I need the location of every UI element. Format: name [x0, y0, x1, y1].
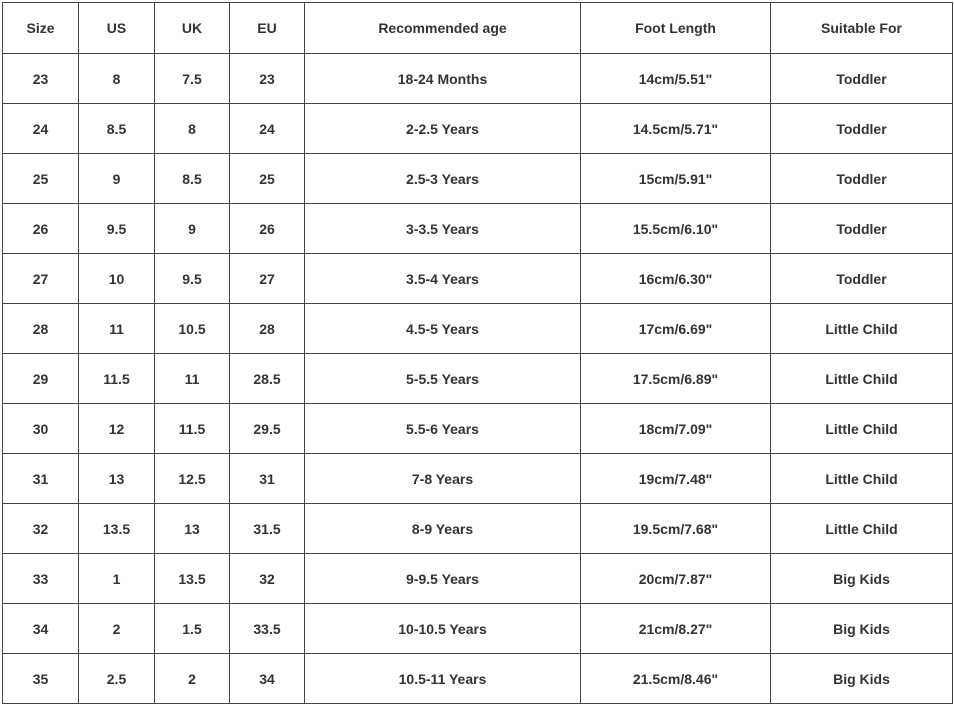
table-row [3, 354, 953, 404]
cell-size: 34 [3, 604, 79, 654]
cell-foot-length: 21.5cm/8.46" [581, 654, 771, 704]
size-chart-container [2, 2, 952, 704]
cell-recommended-age: 2.5-3 Years [305, 154, 581, 204]
cell-recommended-age: 10.5-11 Years [305, 654, 581, 704]
cell-size: 32 [3, 504, 79, 554]
cell-uk: 10.5 [155, 304, 230, 354]
header-size: Size [3, 3, 79, 54]
cell-us: 12 [79, 404, 155, 454]
cell-suitable-for: Big Kids [771, 554, 953, 604]
table-row [3, 254, 953, 304]
header-uk: UK [155, 3, 230, 54]
cell-suitable-for: Toddler [771, 104, 953, 154]
cell-suitable-for: Little Child [771, 354, 953, 404]
header-suitable-for: Suitable For [771, 3, 953, 54]
cell-size: 31 [3, 454, 79, 504]
cell-uk: 7.5 [155, 54, 230, 104]
cell-us: 11 [79, 304, 155, 354]
cell-size: 29 [3, 354, 79, 404]
cell-foot-length: 19.5cm/7.68" [581, 504, 771, 554]
cell-suitable-for: Little Child [771, 304, 953, 354]
cell-uk: 9 [155, 204, 230, 254]
cell-uk: 13 [155, 504, 230, 554]
cell-eu: 28.5 [230, 354, 305, 404]
cell-foot-length: 15cm/5.91" [581, 154, 771, 204]
header-eu: EU [230, 3, 305, 54]
cell-eu: 27 [230, 254, 305, 304]
header-recommended-age: Recommended age [305, 3, 581, 54]
cell-eu: 26 [230, 204, 305, 254]
table-row [3, 104, 953, 154]
header-row [3, 3, 953, 54]
cell-size: 26 [3, 204, 79, 254]
cell-suitable-for: Big Kids [771, 654, 953, 704]
cell-size: 28 [3, 304, 79, 354]
cell-uk: 2 [155, 654, 230, 704]
table-row [3, 604, 953, 654]
cell-us: 11.5 [79, 354, 155, 404]
cell-size: 30 [3, 404, 79, 454]
cell-us: 10 [79, 254, 155, 304]
cell-uk: 11.5 [155, 404, 230, 454]
cell-recommended-age: 3.5-4 Years [305, 254, 581, 304]
cell-us: 2.5 [79, 654, 155, 704]
cell-recommended-age: 5-5.5 Years [305, 354, 581, 404]
cell-us: 8 [79, 54, 155, 104]
cell-uk: 13.5 [155, 554, 230, 604]
cell-eu: 23 [230, 54, 305, 104]
cell-suitable-for: Little Child [771, 454, 953, 504]
cell-suitable-for: Little Child [771, 504, 953, 554]
cell-us: 13.5 [79, 504, 155, 554]
cell-recommended-age: 8-9 Years [305, 504, 581, 554]
cell-foot-length: 14cm/5.51" [581, 54, 771, 104]
cell-uk: 8 [155, 104, 230, 154]
table-row [3, 504, 953, 554]
table-row [3, 654, 953, 704]
cell-recommended-age: 2-2.5 Years [305, 104, 581, 154]
cell-foot-length: 18cm/7.09" [581, 404, 771, 454]
table-row [3, 454, 953, 504]
cell-us: 1 [79, 554, 155, 604]
cell-foot-length: 19cm/7.48" [581, 454, 771, 504]
cell-eu: 31.5 [230, 504, 305, 554]
cell-foot-length: 15.5cm/6.10" [581, 204, 771, 254]
cell-size: 23 [3, 54, 79, 104]
cell-suitable-for: Toddler [771, 254, 953, 304]
cell-foot-length: 17.5cm/6.89" [581, 354, 771, 404]
cell-eu: 32 [230, 554, 305, 604]
cell-suitable-for: Big Kids [771, 604, 953, 654]
cell-uk: 1.5 [155, 604, 230, 654]
cell-foot-length: 16cm/6.30" [581, 254, 771, 304]
cell-eu: 28 [230, 304, 305, 354]
cell-recommended-age: 4.5-5 Years [305, 304, 581, 354]
cell-size: 27 [3, 254, 79, 304]
table-body [3, 54, 953, 704]
table-row [3, 404, 953, 454]
header-us: US [79, 3, 155, 54]
cell-uk: 9.5 [155, 254, 230, 304]
table-row [3, 304, 953, 354]
table-row [3, 204, 953, 254]
cell-foot-length: 14.5cm/5.71" [581, 104, 771, 154]
table-row [3, 554, 953, 604]
cell-size: 25 [3, 154, 79, 204]
cell-size: 24 [3, 104, 79, 154]
cell-suitable-for: Toddler [771, 54, 953, 104]
cell-eu: 33.5 [230, 604, 305, 654]
cell-eu: 31 [230, 454, 305, 504]
cell-eu: 34 [230, 654, 305, 704]
cell-recommended-age: 7-8 Years [305, 454, 581, 504]
cell-uk: 8.5 [155, 154, 230, 204]
cell-recommended-age: 18-24 Months [305, 54, 581, 104]
cell-uk: 11 [155, 354, 230, 404]
cell-us: 9 [79, 154, 155, 204]
cell-recommended-age: 10-10.5 Years [305, 604, 581, 654]
cell-recommended-age: 9-9.5 Years [305, 554, 581, 604]
cell-foot-length: 17cm/6.69" [581, 304, 771, 354]
cell-size: 33 [3, 554, 79, 604]
cell-foot-length: 21cm/8.27" [581, 604, 771, 654]
cell-uk: 12.5 [155, 454, 230, 504]
cell-foot-length: 20cm/7.87" [581, 554, 771, 604]
size-chart-table [2, 2, 953, 704]
cell-size: 35 [3, 654, 79, 704]
cell-us: 13 [79, 454, 155, 504]
cell-recommended-age: 3-3.5 Years [305, 204, 581, 254]
cell-suitable-for: Toddler [771, 154, 953, 204]
cell-eu: 25 [230, 154, 305, 204]
table-row [3, 54, 953, 104]
cell-eu: 29.5 [230, 404, 305, 454]
header-foot-length: Foot Length [581, 3, 771, 54]
cell-eu: 24 [230, 104, 305, 154]
cell-us: 9.5 [79, 204, 155, 254]
cell-suitable-for: Little Child [771, 404, 953, 454]
cell-suitable-for: Toddler [771, 204, 953, 254]
cell-us: 2 [79, 604, 155, 654]
table-row [3, 154, 953, 204]
cell-us: 8.5 [79, 104, 155, 154]
cell-recommended-age: 5.5-6 Years [305, 404, 581, 454]
